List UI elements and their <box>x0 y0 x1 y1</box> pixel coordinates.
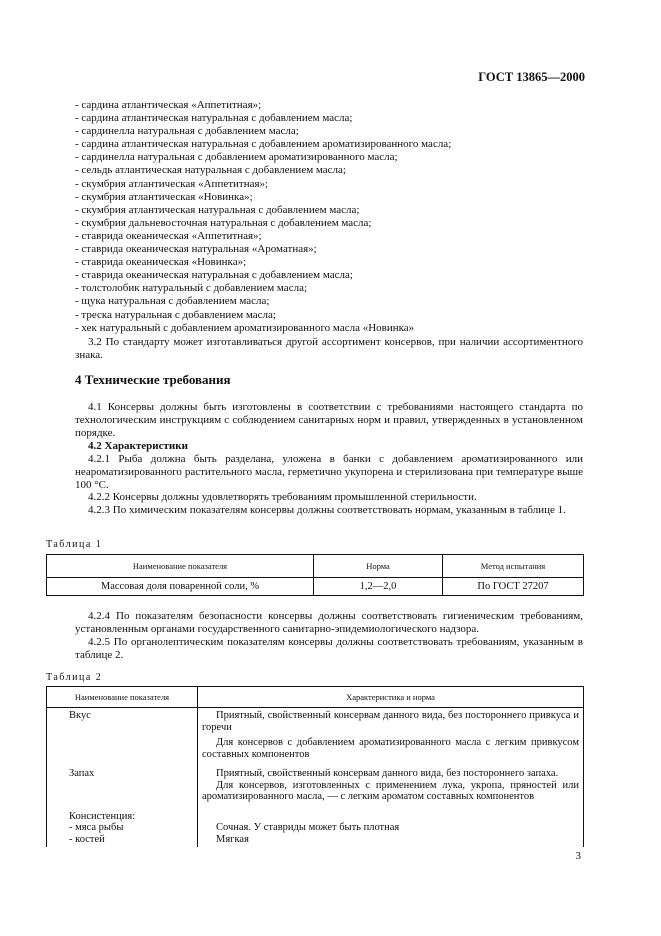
list-item: - сардина атлантическая натуральная с добавлением масла; <box>75 112 353 125</box>
list-item: - сардина атлантическая «Аппетитная»; <box>75 99 262 111</box>
list-item: - скумбрия дальневосточная натуральная с добавлением масла; <box>75 216 372 229</box>
table-header-cell: Метод испытания <box>443 555 584 578</box>
table-row <box>47 809 584 848</box>
paragraph-4-2-2: 4.2.2 Консервы должны удовлетворять требованиям промышленной стерильности. <box>88 491 477 503</box>
list-item: - щука натуральная с добавлением масла; <box>75 295 270 308</box>
list-item: - скумбрия атлантическая «Аппетитная»; <box>75 177 269 190</box>
paragraph-3-2: 3.2 По стандарту может изготавливаться другой ассортимент консервов, при наличии ассортиментного знака. <box>75 336 583 362</box>
table-row <box>47 708 584 767</box>
table2-caption: Таблица 2 <box>46 672 103 683</box>
paragraph-4-1: 4.1 Консервы должны быть изготовлены в соответствии с требованиями настоящего стандарта по технологическим инструкциям с соблюдением санитарных норм и правил, утвержденных в установленном порядке. <box>75 401 583 440</box>
list-item: - ставрида океаническая натуральная с добавлением масла; <box>75 269 353 282</box>
list-item: - сардинелла натуральная с добавлением ароматизированного масла; <box>75 151 398 164</box>
gost-header: ГОСТ 13865—2000 <box>478 70 585 84</box>
smell-text-1: Приятный, свойственный консервам данного вида, без постороннего запаха. <box>216 768 559 779</box>
row-value-smell <box>198 766 584 809</box>
table-header-cell: Норма <box>314 555 443 578</box>
fish-meat-value: Сочная. У ставриды может быть плотная <box>216 822 400 833</box>
table1-caption: Таблица 1 <box>46 539 103 550</box>
table-cell: 1,2—2,0 <box>314 578 443 596</box>
section-title: 4 Технические требования <box>75 372 231 387</box>
table-1 <box>46 554 584 596</box>
row-label-taste: Вкус <box>47 708 198 767</box>
table-header-cell: Наименование показателя <box>47 555 314 578</box>
paragraph-4-2-1: 4.2.1 Рыба должна быть разделана, уложена в банки с добавлением ароматизированного или неароматизированного растительного масла, герметично укупорена и стерилизована при температуре выше 100 °С. <box>75 453 583 492</box>
list-item: - скумбрия атлантическая «Новинка»; <box>75 190 253 203</box>
smell-text-2: Для консервов, изготовленных с применением лука, укропа, пряностей или ароматизированного масла, — с легким ароматом составных компонентов <box>202 779 579 802</box>
page-number: 3 <box>575 850 581 862</box>
fish-meat-label: - мяса рыбы <box>69 822 124 833</box>
list-item: - толстолобик натуральный с добавлением масла; <box>75 282 308 295</box>
table-header-row <box>47 687 584 708</box>
list-item: - скумбрия атлантическая натуральная с добавлением масла; <box>75 203 360 216</box>
taste-text-1: Приятный, свойственный консервам данного вида, без постороннего привкуса и горечи <box>202 710 579 733</box>
table-header-cell: Характеристика и норма <box>198 687 584 708</box>
table-2 <box>46 686 584 847</box>
table-row <box>47 578 584 596</box>
bones-label: - костей <box>69 833 105 845</box>
paragraph-4-2-3: 4.2.3 По химическим показателям консервы должны соответствовать нормам, указанным в таблице 1. <box>88 504 566 516</box>
list-item: - треска натуральная с добавлением масла; <box>75 308 276 321</box>
table-cell: Массовая доля поваренной соли, % <box>47 578 314 596</box>
paragraph-4-2-4: 4.2.4 По показателям безопасности консервы должны соответствовать гигиеническим требованиям, установленным органами государственного санитарно-эпидемиологического надзора. <box>75 610 583 636</box>
table-row <box>47 766 584 809</box>
list-item: - ставрида океаническая «Новинка»; <box>75 256 247 269</box>
bones-value: Мягкая <box>216 833 249 845</box>
taste-text-2: Для консервов с добавлением ароматизированного масла с легким привкусом составных компонентов <box>202 737 579 760</box>
list-item: - сардина атлантическая натуральная с добавлением ароматизированного масла; <box>75 138 452 151</box>
row-value-consistency <box>198 809 584 848</box>
subsection-title: 4.2 Характеристики <box>88 440 188 452</box>
paragraph-4-2-5: 4.2.5 По органолептическим показателям консервы должны соответствовать требованиям, указанным в таблице 2. <box>75 636 583 662</box>
row-label-smell: Запах <box>47 766 198 809</box>
list-item: - сардинелла натуральная с добавлением масла; <box>75 125 299 138</box>
table-cell: По ГОСТ 27207 <box>443 578 584 596</box>
list-item: - сельдь атлантическая натуральная с добавлением масла; <box>75 164 346 177</box>
assortment-list <box>75 99 595 335</box>
table-header-cell: Наименование показателя <box>47 687 198 708</box>
table-header-row <box>47 555 584 578</box>
row-label-consistency <box>47 809 198 848</box>
list-item: - хек натуральный с добавлением ароматизированного масла «Новинка» <box>75 321 415 334</box>
list-item: - ставрида океаническая «Аппетитная»; <box>75 229 262 242</box>
consistency-label: Консистенция: <box>69 810 136 822</box>
list-item: - ставрида океаническая натуральная «Ароматная»; <box>75 243 317 256</box>
row-value-taste <box>198 708 584 767</box>
